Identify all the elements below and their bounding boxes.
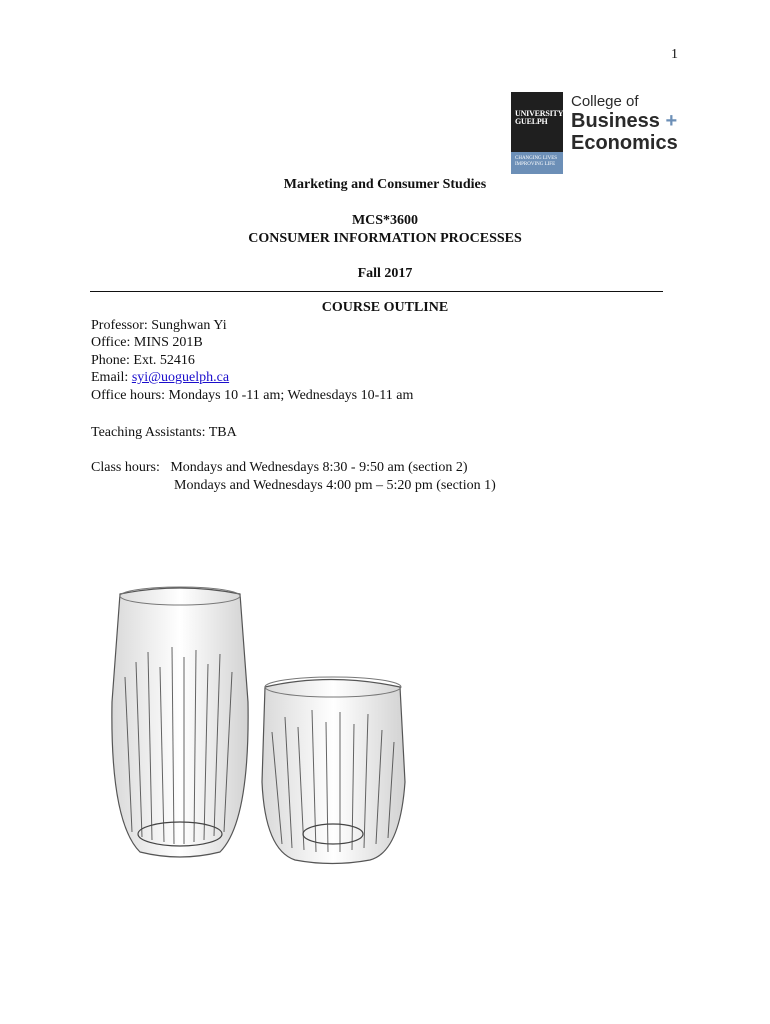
logo-economics: Economics — [571, 132, 678, 154]
short-glass — [262, 677, 405, 864]
university-crest — [511, 92, 563, 174]
class-hours-line1: Class hours: Mondays and Wednesdays 8:30 - 9:50 am (section 2) — [91, 460, 468, 475]
department-title: Marketing and Consumer Studies — [283, 177, 487, 192]
logo-college-of: College of — [571, 93, 639, 110]
outline-title: COURSE OUTLINE — [321, 300, 449, 315]
teaching-assistants: Teaching Assistants: TBA — [91, 425, 237, 440]
college-logo — [511, 92, 691, 176]
term: Fall 2017 — [357, 266, 413, 281]
phone: Phone: Ext. 52416 — [91, 353, 195, 368]
page-number: 1 — [671, 47, 678, 62]
divider-line — [90, 291, 663, 292]
office: Office: MINS 201B — [91, 335, 203, 350]
email-label: Email: — [91, 370, 132, 385]
logo-tagline-line1: CHANGING LIVES — [515, 156, 558, 161]
course-name: CONSUMER INFORMATION PROCESSES — [248, 231, 522, 246]
email-line — [91, 370, 229, 386]
logo-plus: + — [665, 110, 678, 132]
email-link[interactable]: syi@uoguelph.ca — [131, 370, 230, 385]
tall-glass — [112, 587, 248, 857]
crystal-glasses-image — [100, 582, 430, 872]
logo-business: Business — [571, 110, 660, 132]
logo-tagline-line2: IMPROVING LIFE — [515, 162, 556, 167]
logo-university-line2: GUELPH — [515, 117, 548, 126]
office-hours: Office hours: Mondays 10 -11 am; Wednesdays 10-11 am — [91, 388, 414, 403]
logo-university-line1: UNIVERSITY — [515, 109, 564, 118]
professor: Professor: Sunghwan Yi — [91, 318, 227, 333]
class-hours-line2: Mondays and Wednesdays 4:00 pm – 5:20 pm (section 1) — [174, 478, 496, 493]
course-code: MCS*3600 — [351, 213, 419, 228]
